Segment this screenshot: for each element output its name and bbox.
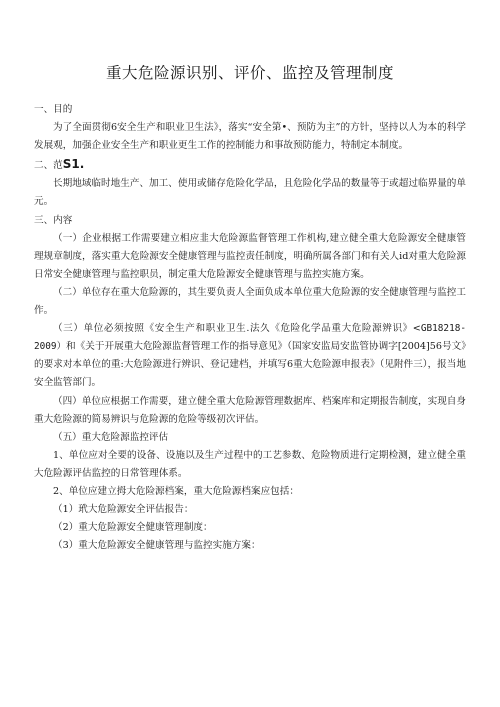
archive-list-item-3: （3）重大危险源安全健康管理与监控实施方案： — [53, 540, 261, 552]
content-item-3-part-c: 和《关于开展重大危险源监督管理工作的指导意见》（国家安监局安监管协调字[2004]56号文》的要求对本单位的重:大危险源进行辨识、登记建档，并填写6重大危险源申报表》（见附件三），报当地安全监管部门。 — [34, 341, 467, 389]
section-content-heading: 三、内容 — [34, 214, 73, 226]
section-scope-heading — [34, 155, 466, 175]
document-body — [34, 101, 466, 555]
archive-list-item-1: （1）玳大危险源安全评估报告： — [53, 504, 194, 516]
content-item-2: （二）单位存在重大危险源的，其生要负责人全面负成本单位重大危险源的安全健康管理与监控工作。 — [34, 286, 466, 317]
section-purpose-paragraph: 为了全面贯彻6安全生产和职业卫生法》，落实“安全第•、预防为主”的方针，坚持以人为本的科学发展观，加强企业安全生产和职业更生工作的控制能力和事故预防能力，特制定本制度。 — [34, 122, 466, 152]
content-item-3-part-a: （三）单位必须按照《安全生产和职业卫生.法久《危险化学品重大危险源辨识》< — [53, 323, 421, 335]
content-sub-item-2: 2、单位应建立拇大危险源档案，重大危险源档案应包括： — [53, 485, 299, 497]
scope-heading-text: 二、范 — [34, 160, 63, 172]
section-purpose-heading: 一、目的 — [34, 104, 73, 115]
document-title: 重大危险源识别、评价、监控及管理制度 — [105, 64, 394, 82]
content-item-3-standard-code: GB18218-2009） — [34, 323, 466, 353]
content-item-1: （一）企业根据工作需要建立相应韭大危险源监督管理工作机构,建立健全重大危险源安全健康管理规章制度，落实重大危险源安全健康管理与监控责任制度，明确所属各部门和有关人id对重大危险源日常安全健康管理与监控职员，制定重大危险源安全健康管理与监控实施方案。 — [34, 232, 466, 280]
content-item-4: （四）单位应根据工作需要，建立健全重大危险源管理数据库、档案库和定期报告制度，实现自身重大危险源的简易辨识与危险源的危险等级初次评估。 — [34, 395, 466, 425]
section-scope-paragraph: 长期地域临时地生产、加工、使用或储存危险化学品，且危险化学品的数量等于或超过临界量的单元。 — [34, 178, 466, 208]
content-sub-item-1: 1、单位应对全要的设备、设施以及生产过程中的工艺参数、危险物质进行定期检测，建立健全重大危险源评估监控的日常管理体系。 — [34, 449, 466, 479]
scope-heading-suffix: S1. — [62, 157, 85, 172]
content-item-3 — [34, 320, 466, 392]
archive-list-item-2: （2）重大危险源安全健康管理制度： — [53, 522, 213, 534]
content-item-5: （五）重大危险源监控评估 — [53, 431, 169, 443]
